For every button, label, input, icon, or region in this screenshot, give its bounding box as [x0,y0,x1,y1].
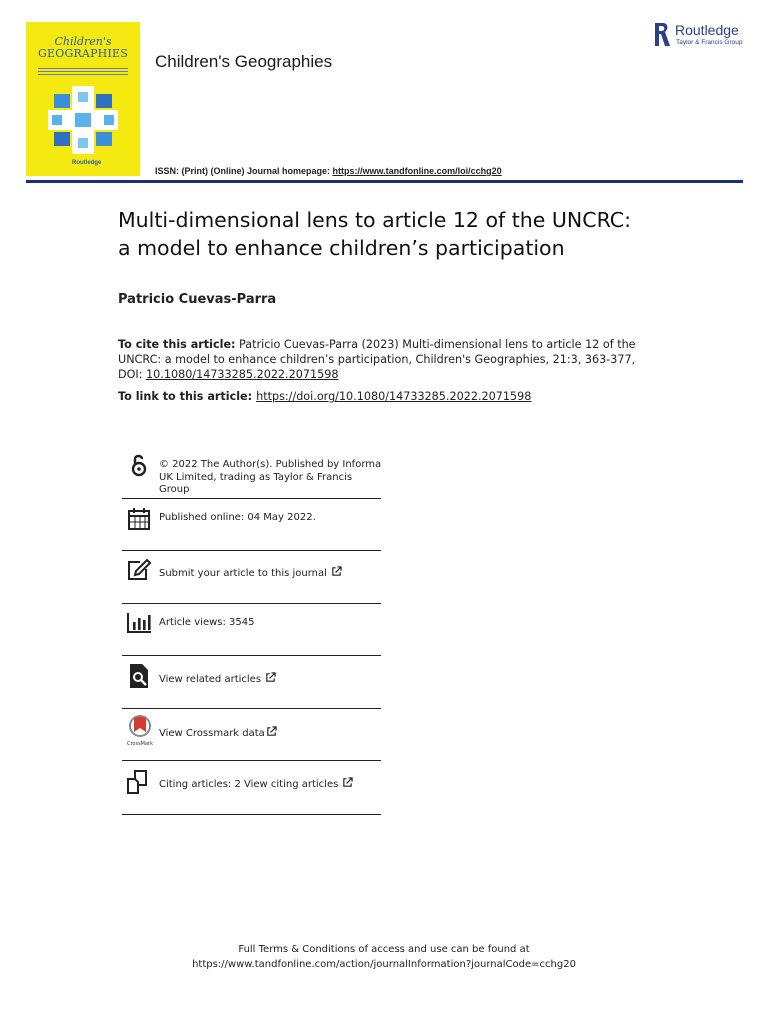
routledge-mark-icon [653,21,671,48]
citation-text-1: Patricio Cuevas-Parra (2023) Multi-dimensional lens to article 12 of the [235,338,636,351]
copyright-line3: Group [159,484,190,495]
views-item [122,604,381,656]
cover-title-line2: GEOGRAPHIES [38,47,128,60]
cover-subtitle-lines [38,66,128,76]
crossmark-icon [126,714,154,748]
related-articles-link[interactable]: View related articles [159,674,262,685]
journal-cover [26,22,140,176]
citing-item[interactable] [122,761,381,815]
related-item[interactable] [122,656,381,709]
author-name: Patricio Cuevas-Parra [118,292,277,307]
cover-title [26,36,140,60]
journal-homepage-link[interactable]: https://www.tandfonline.com/loi/cchg20 [332,166,502,176]
citation-label: To cite this article: [118,338,236,351]
footer-line1: Full Terms & Conditions of access and use can be found at [238,944,530,955]
copyright-line2: UK Limited, trading as Taylor & Francis [159,471,353,483]
publisher-name: Routledge [675,22,739,38]
footer-terms [0,942,768,972]
cover-title-line1: Children's [54,35,112,48]
submit-link[interactable]: Submit your article to this journal [159,568,327,579]
search-document-icon [126,663,152,689]
article-link-line [118,390,531,403]
external-link-icon [265,672,276,683]
article-views: Article views: 3545 [159,617,255,628]
journal-name: Children's Geographies [155,52,333,71]
open-access-icon [126,453,152,479]
header-rule [26,180,743,183]
calendar-icon [126,506,152,532]
crossmark-item[interactable] [122,709,381,761]
article-title-line2: a model to enhance children’s participation [118,236,565,260]
open-access-item [122,448,381,499]
publisher-logo[interactable] [653,21,753,51]
cover-artwork [44,84,122,156]
publisher-group: Taylor & Francis Group [676,39,743,46]
issn-label: ISSN: (Print) (Online) Journal homepage: [155,166,333,176]
citation-block [118,337,638,382]
published-date: Published online: 04 May 2022. [159,512,316,523]
crossmark-logo-text: CrossMark [126,741,154,747]
article-title [118,206,678,262]
article-link[interactable]: https://doi.org/10.1080/14733285.2022.2071598 [256,390,532,403]
external-link-icon [266,726,277,737]
doi-label: DOI: [118,368,147,381]
citing-articles-link[interactable]: Citing articles: 2 View citing articles [159,779,339,790]
cover-publisher-logo: Routledge [72,160,102,166]
citation-text-2: UNCRC: a model to enhance children’s participation, Children's Geographies, 21:3, 363-377, [118,353,636,366]
article-title-line1: Multi-dimensional lens to article 12 of the UNCRC: [118,208,632,232]
issn-line [155,166,502,176]
footer-terms-link[interactable]: https://www.tandfonline.com/action/journalInformation?journalCode=cchg20 [192,959,576,970]
external-link-icon [331,566,342,577]
copyright-line1: © 2022 The Author(s). Published by Informa [159,459,382,470]
article-link-label: To link to this article: [118,390,253,403]
edit-icon [126,557,152,583]
submit-item[interactable] [122,551,381,604]
citing-articles-icon [126,769,152,795]
external-link-icon [342,777,353,788]
bar-chart-icon [126,609,152,635]
article-metrics [122,448,381,815]
doi-link[interactable]: 10.1080/14733285.2022.2071598 [146,368,339,381]
crossmark-link[interactable]: View Crossmark data [159,728,265,739]
published-item [122,499,381,551]
